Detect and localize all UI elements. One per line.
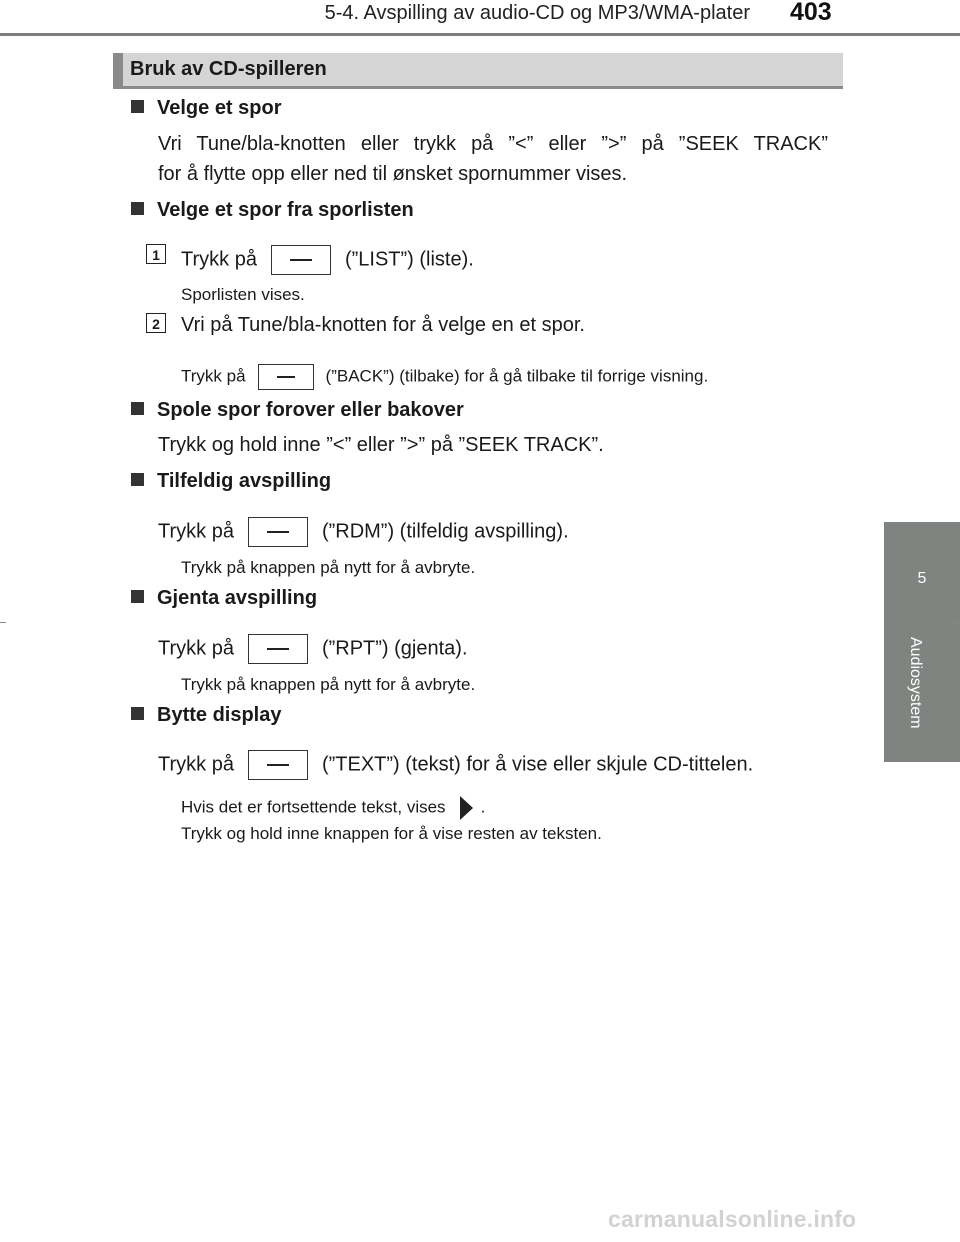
back-note: Trykk på (”BACK”) (tilbake) for å gå tilbake til forrige visning. xyxy=(181,364,708,390)
rdm-button-icon xyxy=(248,517,308,547)
heading-select-from-list: Velge et spor fra sporlisten xyxy=(131,199,414,222)
display-note-2: Trykk og hold inne knappen for å vise resten av teksten. xyxy=(181,824,602,843)
repeat-note: Trykk på knappen på nytt for å avbryte. xyxy=(181,675,476,694)
step-1-note: Sporlisten vises. xyxy=(181,285,305,304)
running-header: 5-4. Avspilling av audio-CD og MP3/WMA-plater xyxy=(324,2,750,24)
step-number-1: 1 xyxy=(146,244,166,264)
display-note-1: Hvis det er fortsettende tekst, vises . xyxy=(181,796,485,820)
repeat-text: Trykk på (”RPT”) (gjenta). xyxy=(158,634,468,664)
watermark: carmanualsonline.info xyxy=(608,1206,857,1232)
list-button-icon xyxy=(271,245,331,275)
heading-random: Tilfeldig avspilling xyxy=(131,470,331,493)
step-2-text: Vri på Tune/bla-knotten for å velge en et spor. xyxy=(181,314,585,336)
heading-select-track: Velge et spor xyxy=(131,97,282,120)
chapter-number: 5 xyxy=(917,570,927,587)
seek-text: Trykk og hold inne ”<” eller ”>” på ”SEEK TRACK”. xyxy=(158,434,604,456)
bullet-square-icon xyxy=(131,402,144,415)
right-triangle-icon xyxy=(460,796,473,820)
chapter-label: Audiosystem xyxy=(907,637,924,729)
header-rule xyxy=(0,33,960,36)
select-track-text-1: Vri Tune/bla-knotten eller trykk på ”<” eller ”>” på ”SEEK TRACK” xyxy=(158,133,828,155)
bullet-square-icon xyxy=(131,100,144,113)
section-header-accent xyxy=(113,53,123,86)
section-header xyxy=(113,53,843,89)
chapter-tab xyxy=(884,522,960,762)
bullet-square-icon xyxy=(131,590,144,603)
crop-mark-right xyxy=(954,622,960,623)
bullet-square-icon xyxy=(131,202,144,215)
section-title: Bruk av CD-spilleren xyxy=(130,58,327,80)
crop-mark-left xyxy=(0,622,6,623)
random-note: Trykk på knappen på nytt for å avbryte. xyxy=(181,558,476,577)
heading-seek: Spole spor forover eller bakover xyxy=(131,399,464,422)
bullet-square-icon xyxy=(131,707,144,720)
page-number: 403 xyxy=(790,0,832,26)
heading-repeat: Gjenta avspilling xyxy=(131,587,317,610)
heading-display: Bytte display xyxy=(131,704,281,727)
back-button-icon xyxy=(258,364,314,390)
display-text: Trykk på (”TEXT”) (tekst) for å vise eller skjule CD-tittelen. xyxy=(158,750,753,780)
text-button-icon xyxy=(248,750,308,780)
random-text: Trykk på (”RDM”) (tilfeldig avspilling). xyxy=(158,517,569,547)
step-1-text: Trykk på (”LIST”) (liste). xyxy=(181,245,474,275)
rpt-button-icon xyxy=(248,634,308,664)
bullet-square-icon xyxy=(131,473,144,486)
select-track-text-2: for å flytte opp eller ned til ønsket spornummer vises. xyxy=(158,163,628,185)
step-number-2: 2 xyxy=(146,313,166,333)
